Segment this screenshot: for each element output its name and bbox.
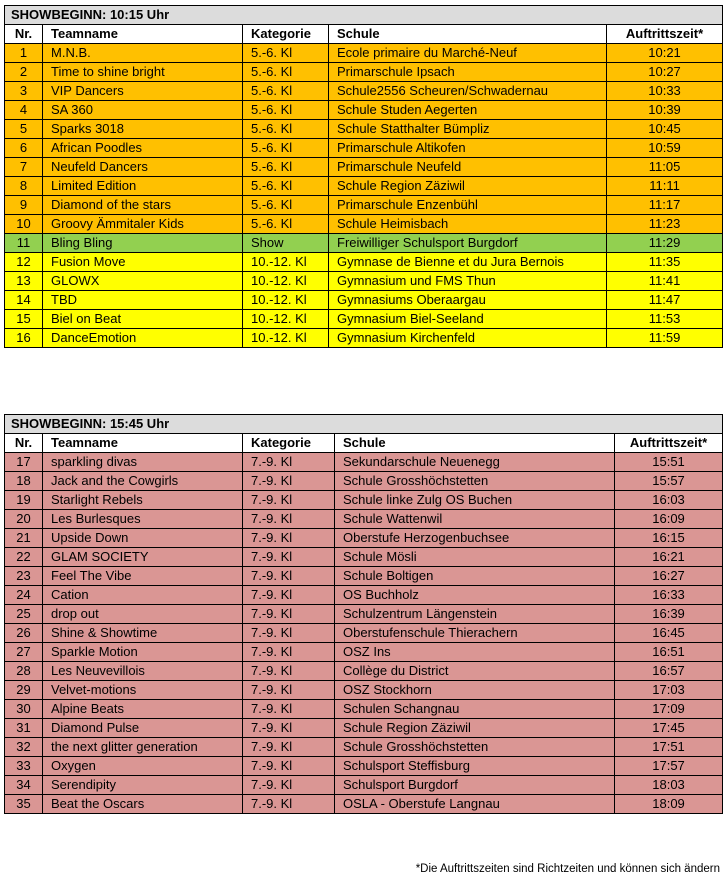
team-number: 14 <box>5 291 43 310</box>
category: 10.-12. Kl <box>243 291 329 310</box>
category: 7.-9. Kl <box>243 643 335 662</box>
category: 7.-9. Kl <box>243 453 335 472</box>
performance-time: 16:39 <box>615 605 723 624</box>
team-name: the next glitter generation <box>43 738 243 757</box>
performance-time: 10:33 <box>607 82 723 101</box>
col-header-time: Auftrittszeit* <box>615 434 723 453</box>
table-row <box>5 253 723 272</box>
table-row <box>5 605 723 624</box>
team-number: 27 <box>5 643 43 662</box>
team-name: Fusion Move <box>43 253 243 272</box>
table-row <box>5 643 723 662</box>
table-row <box>5 681 723 700</box>
team-name: Beat the Oscars <box>43 795 243 814</box>
team-name: Diamond of the stars <box>43 196 243 215</box>
category: 7.-9. Kl <box>243 757 335 776</box>
table-row <box>5 44 723 63</box>
school-name: Gymnase de Bienne et du Jura Bernois <box>329 253 607 272</box>
team-number: 30 <box>5 700 43 719</box>
category: 7.-9. Kl <box>243 624 335 643</box>
team-name: VIP Dancers <box>43 82 243 101</box>
team-number: 28 <box>5 662 43 681</box>
team-name: DanceEmotion <box>43 329 243 348</box>
performance-time: 11:41 <box>607 272 723 291</box>
team-name: Groovy Ämmitaler Kids <box>43 215 243 234</box>
school-name: Gymnasium Kirchenfeld <box>329 329 607 348</box>
team-number: 31 <box>5 719 43 738</box>
performance-time: 11:23 <box>607 215 723 234</box>
category: 7.-9. Kl <box>243 567 335 586</box>
school-name: Oberstufenschule Thierachern <box>335 624 615 643</box>
team-number: 24 <box>5 586 43 605</box>
performance-time: 10:39 <box>607 101 723 120</box>
table-row <box>5 272 723 291</box>
table-row <box>5 586 723 605</box>
performance-time: 17:45 <box>615 719 723 738</box>
schedule-table-morning <box>4 5 723 348</box>
school-name: Schule Boltigen <box>335 567 615 586</box>
team-name: Jack and the Cowgirls <box>43 472 243 491</box>
performance-time: 11:29 <box>607 234 723 253</box>
col-header-team: Teamname <box>43 25 243 44</box>
table-row <box>5 472 723 491</box>
table-row <box>5 291 723 310</box>
col-header-school: Schule <box>329 25 607 44</box>
school-name: OSZ Ins <box>335 643 615 662</box>
category: 7.-9. Kl <box>243 662 335 681</box>
school-name: Schulzentrum Längenstein <box>335 605 615 624</box>
school-name: Schule Grosshöchstetten <box>335 472 615 491</box>
performance-time: 11:17 <box>607 196 723 215</box>
team-number: 6 <box>5 139 43 158</box>
performance-time: 11:59 <box>607 329 723 348</box>
table-row <box>5 662 723 681</box>
table-title-row <box>5 6 723 25</box>
category: 7.-9. Kl <box>243 529 335 548</box>
school-name: OSLA - Oberstufe Langnau <box>335 795 615 814</box>
team-number: 22 <box>5 548 43 567</box>
school-name: Freiwilliger Schulsport Burgdorf <box>329 234 607 253</box>
table-row <box>5 215 723 234</box>
category: 7.-9. Kl <box>243 700 335 719</box>
team-name: Neufeld Dancers <box>43 158 243 177</box>
school-name: Schule Statthalter Bümpliz <box>329 120 607 139</box>
schedule-table-afternoon <box>4 414 723 814</box>
col-header-nr: Nr. <box>5 25 43 44</box>
performance-time: 16:03 <box>615 491 723 510</box>
team-name: Velvet-motions <box>43 681 243 700</box>
table-row <box>5 101 723 120</box>
team-name: Feel The Vibe <box>43 567 243 586</box>
school-name: Schulen Schangnau <box>335 700 615 719</box>
table-row <box>5 510 723 529</box>
performance-time: 11:47 <box>607 291 723 310</box>
team-number: 18 <box>5 472 43 491</box>
table-row <box>5 329 723 348</box>
category: 7.-9. Kl <box>243 548 335 567</box>
team-name: Sparks 3018 <box>43 120 243 139</box>
school-name: Collège du District <box>335 662 615 681</box>
team-number: 7 <box>5 158 43 177</box>
team-name: Shine & Showtime <box>43 624 243 643</box>
category: 7.-9. Kl <box>243 605 335 624</box>
team-number: 8 <box>5 177 43 196</box>
school-name: Gymnasium und FMS Thun <box>329 272 607 291</box>
school-name: Primarschule Ipsach <box>329 63 607 82</box>
team-number: 17 <box>5 453 43 472</box>
performance-time: 10:45 <box>607 120 723 139</box>
team-number: 20 <box>5 510 43 529</box>
team-number: 13 <box>5 272 43 291</box>
table-row <box>5 453 723 472</box>
performance-time: 15:51 <box>615 453 723 472</box>
category: 5.-6. Kl <box>243 101 329 120</box>
team-name: Alpine Beats <box>43 700 243 719</box>
col-header-school: Schule <box>335 434 615 453</box>
school-name: Schule linke Zulg OS Buchen <box>335 491 615 510</box>
performance-time: 17:03 <box>615 681 723 700</box>
school-name: OSZ Stockhorn <box>335 681 615 700</box>
team-name: Limited Edition <box>43 177 243 196</box>
team-number: 9 <box>5 196 43 215</box>
category: 5.-6. Kl <box>243 215 329 234</box>
team-number: 3 <box>5 82 43 101</box>
team-name: Sparkle Motion <box>43 643 243 662</box>
team-number: 5 <box>5 120 43 139</box>
school-name: Primarschule Neufeld <box>329 158 607 177</box>
category: 10.-12. Kl <box>243 329 329 348</box>
col-header-team: Teamname <box>43 434 243 453</box>
col-header-category: Kategorie <box>243 434 335 453</box>
team-name: Serendipity <box>43 776 243 795</box>
team-name: Cation <box>43 586 243 605</box>
category: 5.-6. Kl <box>243 44 329 63</box>
school-name: Gymnasiums Oberaargau <box>329 291 607 310</box>
table-row <box>5 757 723 776</box>
category: 5.-6. Kl <box>243 120 329 139</box>
table-row <box>5 196 723 215</box>
team-number: 29 <box>5 681 43 700</box>
category: 10.-12. Kl <box>243 253 329 272</box>
team-name: M.N.B. <box>43 44 243 63</box>
team-number: 11 <box>5 234 43 253</box>
school-name: OS Buchholz <box>335 586 615 605</box>
table-row <box>5 548 723 567</box>
category: 7.-9. Kl <box>243 586 335 605</box>
table-header-row <box>5 434 723 453</box>
team-number: 15 <box>5 310 43 329</box>
team-number: 34 <box>5 776 43 795</box>
team-name: Les Neuvevillois <box>43 662 243 681</box>
school-name: Schule Mösli <box>335 548 615 567</box>
performance-time: 18:03 <box>615 776 723 795</box>
table-header-row <box>5 25 723 44</box>
table-row <box>5 63 723 82</box>
category: 7.-9. Kl <box>243 510 335 529</box>
team-number: 12 <box>5 253 43 272</box>
school-name: Schulsport Steffisburg <box>335 757 615 776</box>
category: 10.-12. Kl <box>243 310 329 329</box>
performance-time: 17:09 <box>615 700 723 719</box>
performance-time: 16:27 <box>615 567 723 586</box>
team-number: 33 <box>5 757 43 776</box>
category: 7.-9. Kl <box>243 776 335 795</box>
performance-time: 16:15 <box>615 529 723 548</box>
performance-time: 16:51 <box>615 643 723 662</box>
team-name: African Poodles <box>43 139 243 158</box>
school-name: Schule Heimisbach <box>329 215 607 234</box>
performance-time: 17:57 <box>615 757 723 776</box>
school-name: Schule Region Zäziwil <box>329 177 607 196</box>
team-number: 19 <box>5 491 43 510</box>
team-number: 1 <box>5 44 43 63</box>
table-title-row <box>5 415 723 434</box>
category: 5.-6. Kl <box>243 196 329 215</box>
performance-time: 16:09 <box>615 510 723 529</box>
col-header-time: Auftrittszeit* <box>607 25 723 44</box>
category: Show <box>243 234 329 253</box>
performance-time: 16:57 <box>615 662 723 681</box>
team-number: 16 <box>5 329 43 348</box>
school-name: Schulsport Burgdorf <box>335 776 615 795</box>
school-name: Gymnasium Biel-Seeland <box>329 310 607 329</box>
team-name: Oxygen <box>43 757 243 776</box>
team-name: sparkling divas <box>43 453 243 472</box>
team-number: 21 <box>5 529 43 548</box>
category: 7.-9. Kl <box>243 472 335 491</box>
team-number: 10 <box>5 215 43 234</box>
school-name: Schule Studen Aegerten <box>329 101 607 120</box>
performance-time: 11:05 <box>607 158 723 177</box>
performance-time: 10:59 <box>607 139 723 158</box>
table-row <box>5 776 723 795</box>
performance-time: 11:11 <box>607 177 723 196</box>
table-row <box>5 700 723 719</box>
team-number: 26 <box>5 624 43 643</box>
category: 7.-9. Kl <box>243 738 335 757</box>
school-name: Schule2556 Scheuren/Schwadernau <box>329 82 607 101</box>
table-row <box>5 120 723 139</box>
col-header-category: Kategorie <box>243 25 329 44</box>
school-name: Primarschule Enzenbühl <box>329 196 607 215</box>
table-row <box>5 529 723 548</box>
team-name: GLOWX <box>43 272 243 291</box>
table-row <box>5 177 723 196</box>
table-row <box>5 139 723 158</box>
category: 5.-6. Kl <box>243 139 329 158</box>
category: 5.-6. Kl <box>243 158 329 177</box>
footnote: *Die Auftrittszeiten sind Richtzeiten und können sich ändern <box>415 863 720 875</box>
team-number: 32 <box>5 738 43 757</box>
team-name: Upside Down <box>43 529 243 548</box>
team-number: 2 <box>5 63 43 82</box>
team-name: GLAM SOCIETY <box>43 548 243 567</box>
category: 7.-9. Kl <box>243 719 335 738</box>
show-start-title: SHOWBEGINN: 10:15 Uhr <box>5 6 723 25</box>
category: 7.-9. Kl <box>243 795 335 814</box>
category: 10.-12. Kl <box>243 272 329 291</box>
table-row <box>5 310 723 329</box>
team-name: Time to shine bright <box>43 63 243 82</box>
table-row <box>5 719 723 738</box>
team-name: Starlight Rebels <box>43 491 243 510</box>
performance-time: 16:21 <box>615 548 723 567</box>
table-row <box>5 82 723 101</box>
performance-time: 10:21 <box>607 44 723 63</box>
team-name: TBD <box>43 291 243 310</box>
school-name: Primarschule Altikofen <box>329 139 607 158</box>
school-name: Schule Wattenwil <box>335 510 615 529</box>
table-row <box>5 158 723 177</box>
team-number: 25 <box>5 605 43 624</box>
school-name: Oberstufe Herzogenbuchsee <box>335 529 615 548</box>
team-name: Bling Bling <box>43 234 243 253</box>
performance-time: 16:33 <box>615 586 723 605</box>
table-row <box>5 491 723 510</box>
performance-time: 16:45 <box>615 624 723 643</box>
table-row <box>5 795 723 814</box>
table-row <box>5 234 723 253</box>
table-row <box>5 567 723 586</box>
school-name: Schule Region Zäziwil <box>335 719 615 738</box>
category: 7.-9. Kl <box>243 491 335 510</box>
category: 5.-6. Kl <box>243 63 329 82</box>
team-name: Diamond Pulse <box>43 719 243 738</box>
performance-time: 18:09 <box>615 795 723 814</box>
category: 5.-6. Kl <box>243 177 329 196</box>
category: 5.-6. Kl <box>243 82 329 101</box>
school-name: Ecole primaire du Marché-Neuf <box>329 44 607 63</box>
school-name: Sekundarschule Neuenegg <box>335 453 615 472</box>
table-row <box>5 624 723 643</box>
team-number: 23 <box>5 567 43 586</box>
performance-time: 15:57 <box>615 472 723 491</box>
team-name: Les Burlesques <box>43 510 243 529</box>
performance-time: 11:35 <box>607 253 723 272</box>
team-name: SA 360 <box>43 101 243 120</box>
category: 7.-9. Kl <box>243 681 335 700</box>
table-row <box>5 738 723 757</box>
team-number: 35 <box>5 795 43 814</box>
team-number: 4 <box>5 101 43 120</box>
team-name: Biel on Beat <box>43 310 243 329</box>
performance-time: 11:53 <box>607 310 723 329</box>
team-name: drop out <box>43 605 243 624</box>
school-name: Schule Grosshöchstetten <box>335 738 615 757</box>
show-start-title: SHOWBEGINN: 15:45 Uhr <box>5 415 723 434</box>
performance-time: 17:51 <box>615 738 723 757</box>
performance-time: 10:27 <box>607 63 723 82</box>
col-header-nr: Nr. <box>5 434 43 453</box>
